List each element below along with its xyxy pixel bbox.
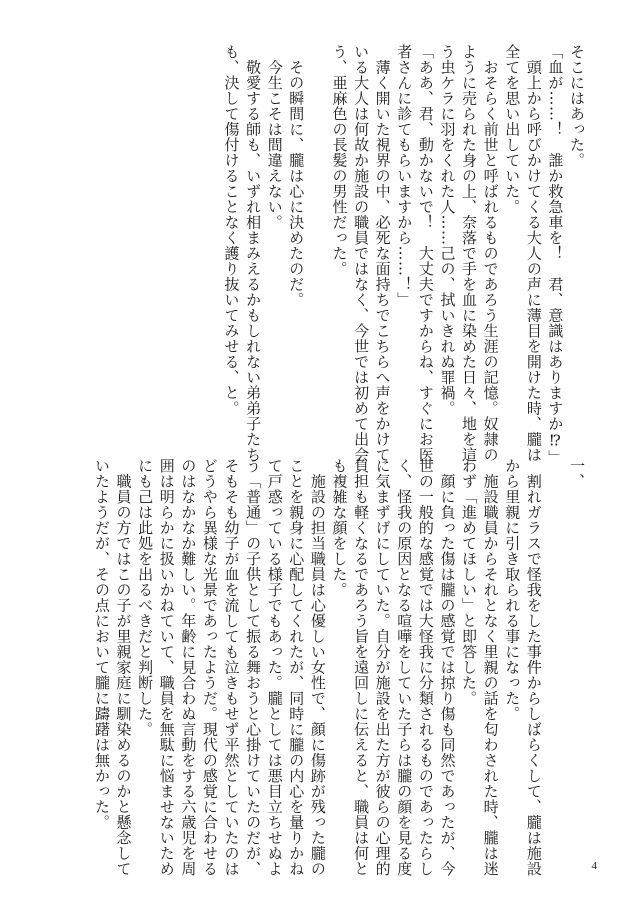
text-line: 割れガラスで怪我をした事件からしばらくして、朧は施設	[524, 458, 543, 877]
text-line: ことを親身に心配してくれたが、同時に朧の内心を量りかね	[287, 458, 306, 877]
text-line: 頭上から呼びかけてくる大人の声に薄目を開けた時、朧は	[524, 44, 543, 463]
text-line: 者さんに診てもらいますから……！」	[395, 44, 414, 308]
text-line: 顔に負った傷は朧の感覚では掠り傷も同然であったが、今	[438, 458, 457, 877]
text-line: のはなかなか難しい。年齢に見合わぬ言動をする六歳児を周	[179, 458, 198, 877]
text-line: う、亜麻色の長髪の男性だった。	[330, 44, 349, 277]
text-line: にも己は此処を出るべきだと判断した。	[136, 458, 155, 737]
text-line: 囲は明らかに扱いかねていて、職員を無駄に悩ませないため	[157, 458, 176, 877]
text-line: わず「進めてほしい」と即答した。	[460, 458, 479, 706]
text-line: いる大人は何故か施設の職員ではなく、今世では初めて出会	[352, 44, 371, 463]
upper-text-block	[220, 44, 587, 466]
text-line: ように売られた身の上、奈落で手を血に染めた日々、地を這	[460, 44, 479, 463]
text-line: 負担も軽くなるであろう旨を遠回しに伝えると、職員は何と	[352, 458, 371, 877]
text-line: 全てを思い出していた。	[503, 44, 522, 215]
text-line: 「ああ、君、動かないで！ 大丈夫ですからね、すぐにお医	[416, 44, 435, 463]
text-line: 職員の方ではこの子が里親家庭に馴染めるのかと懸念して	[114, 458, 133, 877]
text-line: 「血が……！ 誰か救急車を！ 君、意識はありますか⁉」	[546, 44, 565, 466]
text-line: その瞬間に、朧は心に決めたのだ。	[287, 44, 306, 308]
text-line: に気まずげにしていた。自分が施設を出た方が彼らの心理的	[373, 458, 392, 877]
text-line	[544, 458, 566, 838]
text-line: いたようだが、その点において朧に躊躇は無かった。	[92, 458, 111, 830]
text-line: 施設の担当職員は心優しい女性で、顔に傷跡が残った朧の	[308, 458, 327, 877]
text-line: 施設職員からそれとなく里親の話を匂わされた時、朧は迷	[481, 458, 500, 877]
text-line: 敬愛する師も、いずれ相まみえるかもしれない弟弟子たち	[244, 44, 263, 463]
text-line: 今生こそは間違えない。	[265, 44, 284, 230]
text-line: う虫ケラに羽をくれた人……己の、拭いきれぬ罪禍。	[438, 44, 457, 416]
text-line: く、怪我の原因となる喧嘩をしていた子らは朧の顔を見る度	[395, 458, 414, 877]
text-line: て戸惑っている様子でもあった。朧としては悪目立ちせぬよ	[265, 458, 284, 877]
text-line: そこにはあった。	[568, 44, 586, 168]
text-line: う「普通」の子供として振る舞おうと心掛けていたのだが、	[244, 458, 263, 877]
text-line: から里親に引き取られる事になった。	[503, 458, 522, 722]
text-line: どうやら異様な光景であったようだ。現代の感覚に合わせる	[200, 458, 219, 877]
text-line: おそらく前世と呼ばれるものであろう生涯の記憶。奴隷の	[481, 44, 500, 463]
lower-text-block	[90, 458, 587, 877]
text-line: も、決して傷付けることなく護り抜いてみせる、と。	[222, 44, 241, 416]
page-number: 4	[591, 860, 597, 872]
text-line: そもそも幼子が血を流しても泣きもせず平然としていたのは	[222, 458, 241, 877]
text-line: 薄く開いた視界の中、必死な面持ちでこちらへ声をかけて	[373, 44, 392, 463]
text-line: 一、	[568, 458, 586, 489]
text-line	[306, 44, 328, 424]
text-line: 世の一般的な感覚では大怪我に分類されるものであったらし	[416, 458, 435, 877]
text-line: も複雑な顔をした。	[330, 458, 349, 598]
